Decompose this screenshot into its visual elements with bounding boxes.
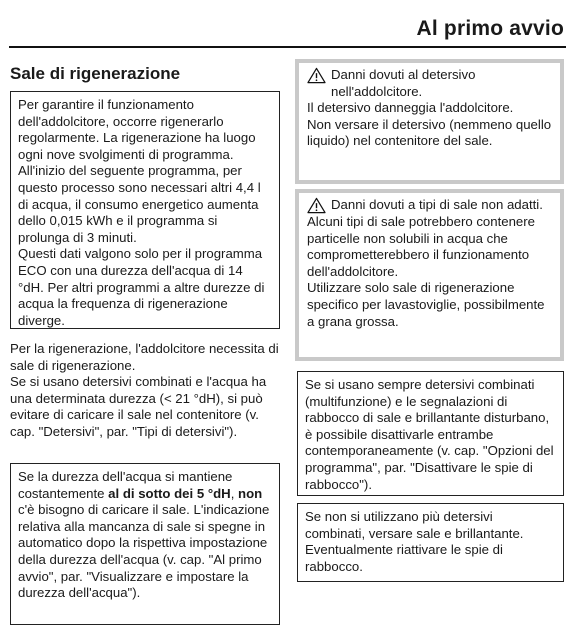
plain-paragraph: Per la rigenerazione, l'addolcitore necessita di sale di rigenerazione. [10, 341, 279, 373]
warning-title: Danni dovuti a tipi di sale non adatti. [331, 197, 543, 212]
info-paragraph [18, 469, 271, 602]
info-box-regeneration [10, 91, 280, 329]
text-run: Se la durezza dell'acqua si mantiene costantemente [18, 469, 233, 501]
warning-paragraph: Non versare il detersivo (nemmeno quello liquido) nel contenitore del sale. [307, 116, 552, 149]
plain-paragraph: Se si usano detersivi combinati e l'acqua ha una determinata durezza (< 21 °dH), si può evitare di caricare il sale nel contenitore (v. cap. "Detersivi", par. "Tipi di detersivi"). [10, 374, 267, 439]
bold-run: al di sotto dei 5 °dH [108, 485, 231, 501]
warning-paragraph: Il detersivo danneggia l'addolcitore. [307, 100, 514, 116]
warning-heading [307, 67, 552, 100]
info-paragraph: Questi dati valgono solo per il programma ECO con una durezza dell'acqua di 14 °dH. Per altri programmi a altre durezze di acqua la frequenza di rigenerazione diverge. [18, 246, 265, 328]
plain-text-block [10, 341, 280, 441]
warning-title: Danni dovuti al detersivo nell'addolcitore. [331, 67, 476, 99]
section-title: Sale di rigenerazione [10, 64, 181, 83]
info-box-hardness [10, 463, 280, 625]
warning-heading [307, 197, 552, 214]
info-paragraph: Se si usano sempre detersivi combinati (multifunzione) e le segnalazioni di rabbocco di sale e brillantante disturbano, è possibile disattivarle entrambe contemporaneamente (v. cap. "Opzioni del programma", par. "Disattivare le spie di rabbocco"). [305, 377, 554, 492]
warning-triangle-icon [307, 67, 326, 84]
info-paragraph: Per garantire il funzionamento dell'addolcitore, occorre rigenerarlo regolarmente. La rigenerazione ha luogo ogni nove svolgimenti di programma. All'inizio del seguente programma, per questo processo sono necessari altri 4,4 l di acqua, il consumo energetico aumenta dello 0,015 kWh e il programma si prolunga di 3 minuti. [18, 97, 261, 245]
warning-box-salt-type [295, 189, 564, 361]
page-header-title: Al primo avvio [416, 17, 564, 40]
bold-run: non [238, 485, 263, 501]
text-run: , [230, 485, 239, 501]
info-paragraph: Se non si utilizzano più detersivi combinati, versare sale e brillantante. Eventualmente riattivare le spie di rabbocco. [305, 509, 524, 574]
warning-triangle-icon [307, 197, 326, 214]
warning-box-detergent [295, 59, 564, 184]
info-box-combined-detergents [297, 371, 564, 496]
warning-paragraph: Alcuni tipi di sale potrebbero contenere particelle non solubili in acqua che comprometterebbero il funzionamento dell'addolcitore. [307, 214, 535, 279]
info-box-no-combined [297, 503, 564, 582]
header-divider [9, 46, 566, 48]
warning-paragraph: Utilizzare solo sale di rigenerazione specifico per lavastoviglie, possibilmente a grana grossa. [307, 280, 545, 329]
text-run: c'è bisogno di caricare il sale. L'indicazione relativa alla mancanza di sale si spegne in automatico dopo la rispettiva impostazione della durezza dell'acqua (v. cap. "Al primo avvio", par. "Visualizzare e impostare la durezza dell'acqua"). [18, 502, 270, 601]
